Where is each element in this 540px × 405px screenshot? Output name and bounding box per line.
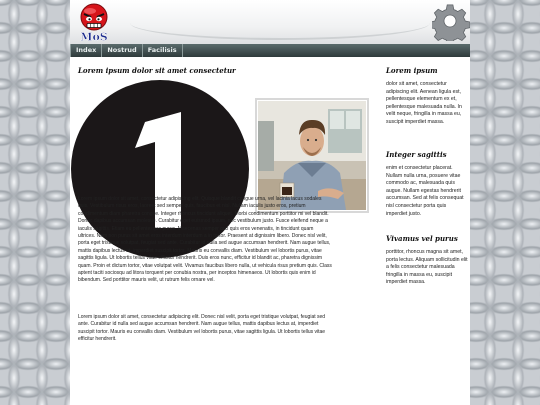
sidebar-heading: Vivamus vel purus <box>386 234 458 243</box>
page-container <box>70 0 470 405</box>
nav-item-index[interactable]: Index <box>70 44 102 57</box>
site-logo[interactable] <box>74 2 114 42</box>
logo-text: MoS <box>80 30 108 42</box>
gear-icon[interactable] <box>432 3 470 41</box>
angry-face-icon <box>74 2 114 42</box>
sidebar-text: porttitor, rhoncus magna sit amet, porta lectus. Aliquam sollicitudin elit a felis consectetur malesuada fringilla in massa eu, suscipit imperdiet massa. <box>386 249 468 286</box>
nav-item-facilisis[interactable]: Facilisis <box>143 44 183 57</box>
body-paragraph: Lorem ipsum dolor sit amet, consectetur adipiscing elit. Donec nisl velit, porta eget tristique volutpat, feugiat sed ante. Curabitur id nulla sed augue accumsan hendrerit. Nam augue tellus, mattis dapibus lectus at, imperdiet suscipit tortor. Mauris eu convallis diam. Vestibulum vel lobortis purus, vitae sagittis ligula. Ut lobortis tellus vitae efficitur hendrerit. <box>78 314 326 343</box>
page-title: Lorem ipsum dolor sit amet consectetur <box>78 66 236 75</box>
sidebar-section <box>386 66 468 127</box>
sidebar-section <box>386 234 468 287</box>
main-nav <box>70 44 470 57</box>
sidebar-text: enim et consectetur placerat. Nullam nulla urna, posuere vitae commodo ac, malesuada quis augue. Nullam egestas hendrerit accumsan. Sed at felis consequat nisl consectetur porta quis imperdiet justo. <box>386 165 464 217</box>
nav-item-nostrud[interactable]: Nostrud <box>102 44 142 57</box>
sidebar-heading: Lorem ipsum <box>386 66 438 75</box>
body-paragraph: Lorem ipsum dolor sit amet, consectetur adipiscing elit. Quisque blandit congue urna, vel lacinia lacus sodales quis. Vestibulum risus eros, laoreet sed semper quis, faucibus et nisl. Nullam iaculis justo eros, pretium condimentum diam pharetra congue. Integer rhoncus tincidunt aliquet. Morbi condimentum porttitor mi vel blandit. Donec dapibus accumsan molestie. Curabitur eget euismod ipsum, nec vestibulum justo. Fusce eleifend neque a iaculis sagittis. Etiam eu pellentesque purus. Maecenas semper orci quis eros venenatis, in tincidunt quam ultrices. Nam non purus sit amet eros interdum interdum a in tortor. Praesent at dignissim libero. Donec nisl velit, porta eget tristique volutpat, feugiat sed ante. Curabitur id nulla sed augue accumsan hendrerit. Nam augue tellus, mattis dapibus lectus at, imperdiet suscipit tortor. Mauris eu convallis diam. Vestibulum vel lobortis purus, vitae sagittis ligula. Ut lobortis tellus vitae efficitur hendrerit. Duis eros nunc, efficitur id blandit ac, pharetra dignissim quam. Proin et dictum tortor, vitae volutpat velit. Vivamus faucibus libero nulla, ut vehicula risus pretium quis. Class aptent taciti sociosqu ad litora torquent per conubia nostra, per inceptos himenaeos. Ut lobortis quis enim id bibendum. Sed porttitor mauris velit, ut rutrum felis ornare vel. <box>78 196 332 284</box>
site-header <box>70 0 470 44</box>
header-swoosh <box>130 6 430 40</box>
sidebar-text: dolor sit amet, consectetur adipiscing elit. Aenean ligula est, pellentesque elementum ex et, pellentesque malesuada nulla. In velit neque, fringilla in massa eu, suscipit imperdiet massa. <box>386 81 462 125</box>
main-content <box>78 66 364 78</box>
sidebar-section <box>386 150 468 218</box>
sidebar-heading: Integer sagittis <box>386 150 447 159</box>
